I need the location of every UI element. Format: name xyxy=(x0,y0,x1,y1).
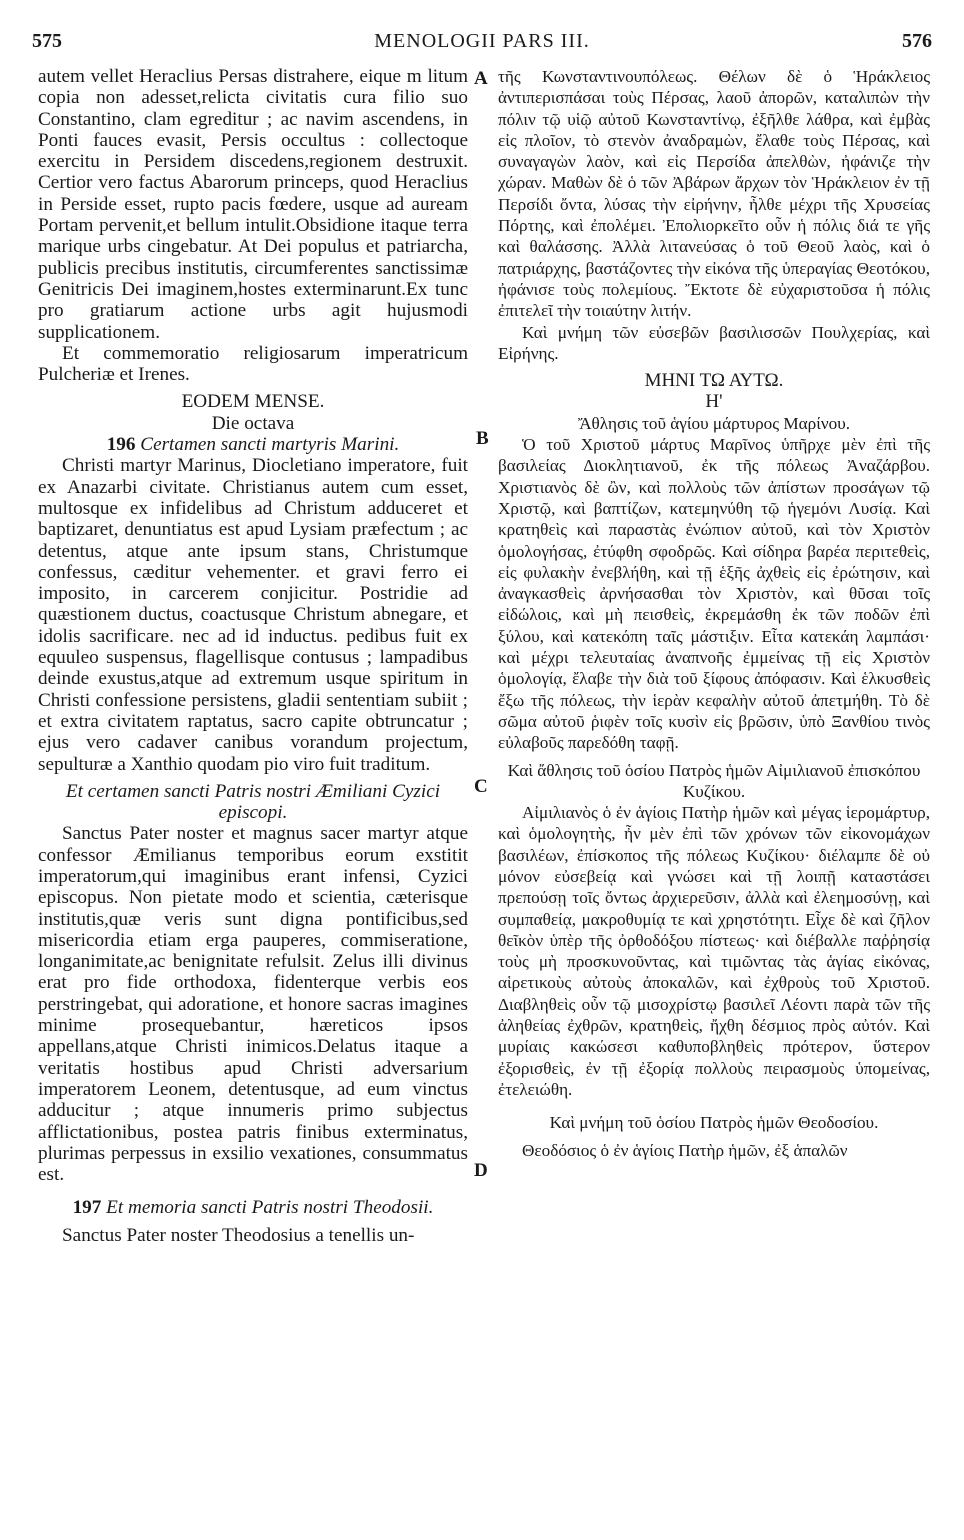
latin-section-subheading: Die octava xyxy=(211,412,295,434)
greek-paragraph: Ὁ τοῦ Χριστοῦ μάρτυς Μαρῖνος ὑπῆρχε μὲν ἐπὶ τῆς βασιλείας Διοκλητιανοῦ, ἐκ τῆς πόλεως Ἀναζάρβου. Χριστιανὸς δὲ ὢν, καὶ πολλοὺς τῶν ἀπίστων προσάγων τῷ Χριστῷ, καὶ βαπτίζων, κατεμηνύθη τῷ ἡγεμόνι Λυσίᾳ. Καὶ κρατηθεὶς καὶ παραστὰς ἐνώπιον αὐτοῦ, καὶ τὸν Χριστὸν ὁμολογήσας, ἐτύφθη σφοδρῶς. Καὶ σίδηρα βαρέα περιτεθεὶς, εἰς φυλακὴν ἐνεβλήθη, καὶ τῇ ἑξῆς ἀχθεὶς εἰς ἐρώτησιν, καὶ ἀναγκασθεὶς ἀρνήσασθαι τὸν Χριστὸν, καὶ θῦσαι τοῖς εἰδώλοις, καὶ μὴ πεισθεὶς, ἐκρεμάσθη ἐκ τῶν ποδῶν ἐπὶ ξύλου, καὶ κατεκόπη ταῖς μάστιξιν. Εἶτα κατεκάη λαμπάσι· καὶ μέχρι τελευταίας ἀναπνοῆς ἐμμείνας τῇ εἰς Χριστὸν ὁμολογίᾳ, ἔλαβε τὴν διὰ τοῦ ξίφους ἀπόφασιν. Καὶ ἑλκυσθεὶς ἔξω τῆς πόλεως, τὴν ἱερὰν κεφαλὴν αὐτοῦ ἀπετμήθη. Τὸ δὲ σῶμα αὐτοῦ ῥιφὲν τοῖς κυσὶν εἰς βρῶσιν, ὑπὸ Ξανθίου τινὸς εὐλαβοῦς παρεδόθη ταφῇ. xyxy=(498,435,930,753)
greek-paragraph: Θεοδόσιος ὁ ἐν ἁγίοις Πατὴρ ἡμῶν, ἐξ ἁπαλῶν xyxy=(522,1140,848,1160)
latin-entry-title: Et certamen sancti Patris nostri Æmiliani Cyzici episcopi. xyxy=(65,780,441,824)
page-number-right: 576 xyxy=(902,30,932,52)
latin-paragraph: Sanctus Pater noster et magnus sacer martyr atque confessor Æmilianus temporibus eorum exstitit imperatorum,qui imaginibus erant infensi, Cyzici episcopus. Non pietate modo et scientia, cæterisque institutis,quæ veris sunt digna pontificibus,sed misericordia etiam erga pauperes, commiseratione, longanimitate,ac benignitate refulsit. Zelus illi divinus erat pro fide orthodoxa, fidenterque verbis eos perstringebat, qui adoratione, et honore sacras imagines minime prosequebantur, hæreticos ipsos appellans,atque Christi inimicos.Delatus itaque a veritatis hostibus apud Christi adversarium imperatorem Leonem, detentusque, ad eum vinctus adducitur ; atque innumeris primo subjectus afflictationibus, postea patris finibus exterminatus, plurimas perpessus in exsilio vexationes, consummatus est. xyxy=(38,823,468,1186)
greek-column xyxy=(498,66,930,1161)
greek-entry-title: Ἄθλησις τοῦ ἁγίου μάρτυρος Μαρίνου. xyxy=(577,413,851,433)
entry-number: 197 xyxy=(72,1197,102,1219)
greek-paragraph: Καὶ μνήμη τῶν εὐσεβῶν βασιλισσῶν Πουλχερίας, καὶ Εἰρήνης. xyxy=(498,322,930,363)
latin-paragraph: autem vellet Heraclius Persas distrahere, eique m litum copia non adesset,relicta civitatis cura filio suo Constantino, clam egreditur ; ac navim ascendens, in Ponti fauces evasit, Persis occultus : collectoque exercitu in Persidem discedens,regionem destruxit. Certior vero factus Abarorum princeps, quod Heraclius in Perside esset, rupto pacis fœdere, usque ad auream Portam pervenit,et bellum intulit.Obsidione itaque terra marique urbs cingebatur. At Dei populus et patriarcha, publicis precibus institutis, circumferentes sanctissimæ Genitricis Dei imaginem,hostes exterminarunt.Ex tunc pro gratiarum actione urbs agit hujusmodi supplicationem. xyxy=(38,66,468,343)
page-number-left: 575 xyxy=(32,30,62,52)
spacer xyxy=(498,1100,930,1112)
margin-marker-d: D xyxy=(474,1160,488,1181)
margin-marker-b: B xyxy=(476,428,489,449)
running-title: MENOLOGII PARS III. xyxy=(374,30,590,52)
greek-section-heading: ΜΗΝΙ ΤΩ ΑΥΤΩ. xyxy=(644,370,784,392)
greek-paragraph: Αἰμιλιανὸς ὁ ἐν ἁγίοις Πατὴρ ἡμῶν καὶ μέγας ἱερομάρτυρ, καὶ ὁμολογητὴς, ἦν μὲν ἐπὶ τῶν χρόνων τῶν εἰκονομάχων βασιλέων, ἐπίσκοπος τῆς πόλεως Κυζίκου· διέλαμπε δὲ οὐ μόνον εὐσεβείᾳ καὶ γνώσει καὶ τῇ λοιπῇ καταστάσει πρεπούσῃ τοῖς ὄντως ἀρχιερεῦσιν, ἀλλὰ καὶ ἐλεημοσύνῃ, καὶ συμπαθείᾳ, μακροθυμίᾳ τε καὶ χρηστότητι. Εἶχε δὲ καὶ ζῆλον θεῖκὸν ὑπὲρ τῆς ὀρθοδόξου πίστεως· καὶ διέβαλλε παῤῥησίᾳ τοὺς μὴ προσκυνοῦντας, καὶ τιμῶντας τὰς ἁγίας εἰκόνας, αἱρετικοὺς αὐτοὺς ἀποκαλῶν, καὶ ἐχθροὺς τοῦ Χριστοῦ. Διαβληθεὶς οὖν τῷ μισοχρίστῳ βασιλεῖ Λέοντι παρὰ τῶν τῆς ἀληθείας ἐχθρῶν, κρατηθεὶς, ἤχθη δέσμιος πρὸς αὐτόν. Καὶ μυρίαις κακώσεσι καθυποβληθεὶς πρότερον, ὕστερον ἐξορισθεὶς, ἐν τῇ ἐξορίᾳ πολλοὺς πειρασμοὺς ὑπομείνας, ἐτελειώθη. xyxy=(498,803,930,1099)
greek-section-subheading: Η' xyxy=(705,391,723,413)
entry-title: Et memoria sancti Patris nostri Theodosii. xyxy=(106,1197,434,1219)
latin-entry-heading xyxy=(38,1197,468,1218)
greek-entry-title: Καὶ ἄθλησις τοῦ ὁσίου Πατρὸς ἡμῶν Αἰμιλιανοῦ ἐπισκόπου Κυζίκου. xyxy=(507,760,921,801)
latin-paragraph: Christi martyr Marinus, Diocletiano imperatore, fuit ex Anazarbi civitate. Christianus autem cum esset, multosque ex infidelibus ad Christum adduceret et baptizaret, denuntiatus est apud Lysiam præfectum ; ac detentus, atque ante ipsum stans, Christumque confessus, cæditur vehementer. et gravi ferro ei imposito, in carcerem conjicitur. Postridie ad quæstionem ductus, coactusque Christum abnegare, et idolis sacrificare. nec ad id inductus. pedibus fuit ex equuleo suspensus, flagellisque contusus ; lampadibus deinde exustus,atque ad extremum usque spiritum in Christi confessione persistens, gladii sententiam subiit ; et extra civitatem raptatus, sacro capite obtruncatur ; ejus vero cadaver canibus vorandum projectum, sepulturæ a Xanthio quodam pio viro fuit traditum. xyxy=(38,455,468,775)
greek-entry-title: Καὶ μνήμη τοῦ ὁσίου Πατρὸς ἡμῶν Θεοδοσίου. xyxy=(549,1113,879,1133)
latin-paragraph: Sanctus Pater noster Theodosius a tenellis un- xyxy=(62,1224,415,1246)
entry-number: 196 xyxy=(106,434,136,456)
latin-paragraph: Et commemoratio religiosarum imperatricum Pulcheriæ et Irenes. xyxy=(38,342,468,386)
latin-section-heading: EODEM MENSE. xyxy=(181,391,325,413)
latin-entry-heading xyxy=(38,434,468,455)
margin-marker-a: A xyxy=(474,68,488,89)
entry-title: Certamen sancti martyris Marini. xyxy=(140,434,400,456)
greek-paragraph: τῆς Κωνσταντινουπόλεως. Θέλων δὲ ὁ Ἡράκλειος ἀντιπερισπάσαι τοὺς Πέρσας, λαοῦ ἀπορῶν, καταλιπὼν τὴν πόλιν τῷ υἱῷ αὐτοῦ Κωνσταντίνῳ, ἐξῆλθε λάθρα, καὶ ἐμβὰς εἰς πλοῖον, τὸ στενὸν ἀναδραμὼν, ἔλαθε τοὺς Πέρσας, καὶ συναγαγὼν λαὸν, καὶ εἰς Περσίδα ἀπελθὼν, ἠφάνιζε τὴν χώραν. Μαθὼν δὲ ὁ τῶν Ἀβάρων ἄρχων τὸν Ἡράκλειον ἐν τῇ Περσίδι ὄντα, λύσας τὴν εἰρήνην, ἦλθε μέχρι τῆς Χρυσείας Πόρτης, καὶ ἐπολέμει. Ἐπολιορκεῖτο οὖν ἡ πόλις διά τε γῆς καὶ θαλάσσης. Ἀλλὰ λιτανεύσας ὁ τοῦ Θεοῦ λαὸς, καὶ ὁ πατριάρχης, βαστάζοντες τὴν εἰκόνα τῆς ὑπεραγίας Θεοτόκου, ἠφάνισε τοὺς πολεμίους. Ἔκτοτε δὲ εὐχαριστοῦσα ἡ πόλις ἐπιτελεῖ τὴν τοιαύτην λιτήν. xyxy=(498,67,930,321)
margin-marker-c: C xyxy=(474,776,488,797)
latin-column xyxy=(38,66,468,1246)
spacer xyxy=(38,1185,468,1197)
page-header xyxy=(32,30,932,60)
